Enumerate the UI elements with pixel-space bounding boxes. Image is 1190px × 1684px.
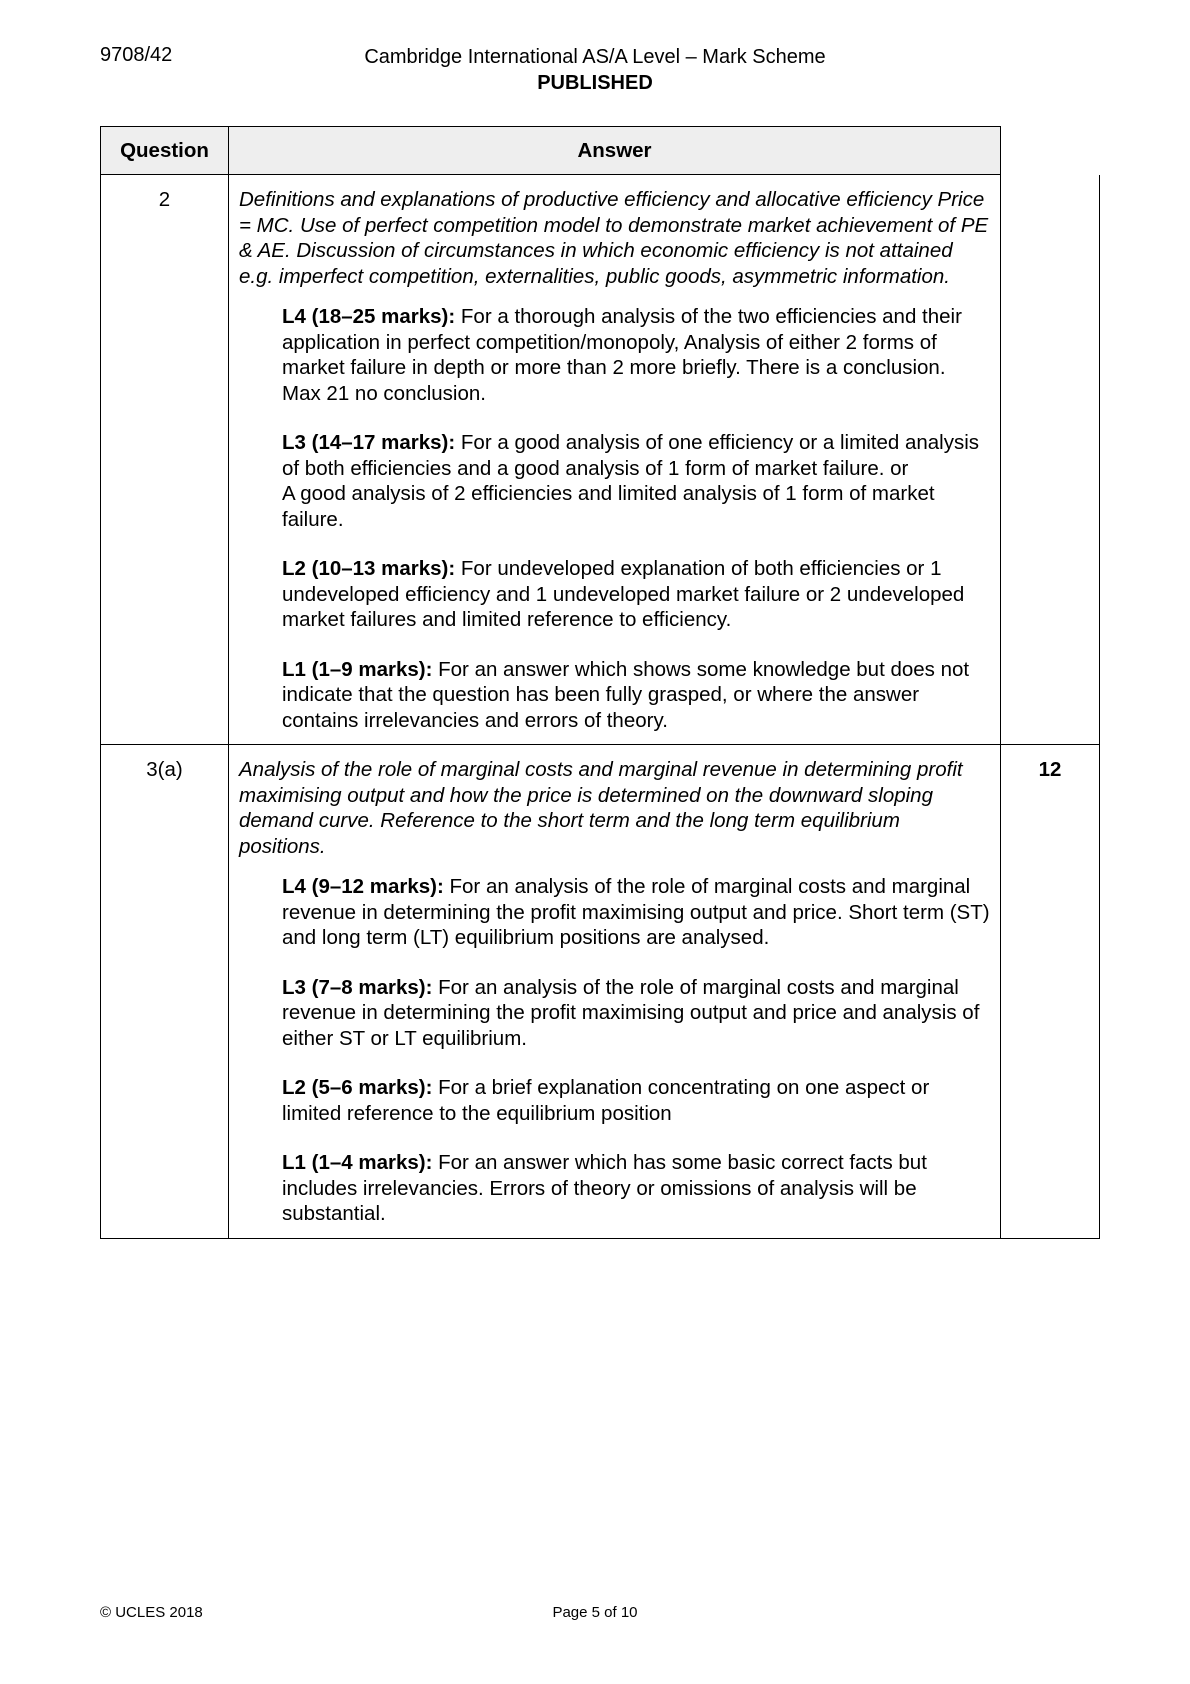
document-code: 9708/42 xyxy=(100,44,173,66)
level-descriptor xyxy=(282,657,990,734)
table-row xyxy=(101,175,1100,745)
level-text: For a good analysis of one efficiency or a limited analysis of both efficiencies and a good analysis of 1 form of market failure. or xyxy=(282,431,979,480)
question-number: 2 xyxy=(101,175,229,745)
level-descriptor xyxy=(282,1150,990,1227)
answer-guidance: Definitions and explanations of productive efficiency and allocative efficiency Price = MC. Use of perfect competition model to demonstrate market achievement of PE & AE. Discussion of circumstances in which economic efficiency is not attained e.g. imperfect competition, externalities, public goods, asymmetric information. xyxy=(239,188,989,288)
document-title-block xyxy=(0,44,1190,96)
level-text: For a thorough analysis of the two efficiencies and their application in perfect competition/monopoly, Analysis of either 2 forms of market failure in depth or more than 2 more briefly. There is a conclusion. xyxy=(282,305,962,379)
answer-cell xyxy=(229,745,1001,1239)
level-note: Max 21 no conclusion. xyxy=(282,381,486,405)
level-text: For an analysis of the role of marginal costs and marginal revenue in determining the profit maximising output and price. Short term (ST) and long term (LT) equilibrium positions are analysed. xyxy=(282,875,990,949)
level-heading: L3 (14–17 marks): xyxy=(282,431,456,454)
level-text: For an answer which has some basic correct facts but includes irrelevancies. Errors of theory or omissions of analysis will be substantial. xyxy=(282,1151,927,1225)
table-header-row xyxy=(101,127,1100,175)
level-descriptor xyxy=(282,874,990,951)
level-note: A good analysis of 2 efficiencies and limited analysis of 1 form of market failure. xyxy=(282,482,935,531)
level-descriptor xyxy=(282,430,990,532)
level-descriptor xyxy=(282,1075,990,1126)
marks-cell: 12 xyxy=(1001,745,1100,1239)
marks-cell xyxy=(1001,175,1100,745)
level-heading: L4 (9–12 marks): xyxy=(282,875,444,898)
footer-copyright: © UCLES 2018 xyxy=(100,1604,203,1621)
mark-scheme-table xyxy=(100,126,1100,1239)
document-title: Cambridge International AS/A Level – Mark Scheme xyxy=(364,46,826,68)
level-descriptor xyxy=(282,975,990,1052)
level-descriptor xyxy=(282,556,990,633)
level-text: For an answer which shows some knowledge but does not indicate that the question has been fully grasped, or where the answer contains irrelevancies and errors of theory. xyxy=(282,657,970,732)
document-subtitle: PUBLISHED xyxy=(537,72,653,94)
table-row xyxy=(101,745,1100,1239)
level-heading: L1 (1–9 marks): xyxy=(282,657,433,681)
answer-cell xyxy=(229,175,1001,745)
level-text: For undeveloped explanation of both efficiencies or 1 undeveloped efficiency and 1 undeveloped market failure or 2 undeveloped market failures and limited reference to efficiency. xyxy=(282,557,965,631)
level-descriptor xyxy=(282,304,990,406)
column-header-answer: Answer xyxy=(229,127,1001,175)
question-number: 3(a) xyxy=(101,745,229,1239)
level-heading: L1 (1–4 marks): xyxy=(282,1151,433,1174)
level-heading: L2 (5–6 marks): xyxy=(282,1076,433,1099)
level-heading: L4 (18–25 marks): xyxy=(282,305,456,328)
column-header-marks xyxy=(1001,127,1100,175)
footer-page-number: Page 5 of 10 xyxy=(552,1604,638,1621)
level-heading: L2 (10–13 marks): xyxy=(282,557,456,580)
level-text: For a brief explanation concentrating on one aspect or limited reference to the equilibrium position xyxy=(282,1076,930,1125)
column-header-question: Question xyxy=(101,127,229,175)
answer-guidance: Analysis of the role of marginal costs and marginal revenue in determining profit maximising output and how the price is determined on the downward sloping demand curve. Reference to the short term and the long term equilibrium positions. xyxy=(239,758,963,858)
level-text: For an analysis of the role of marginal costs and marginal revenue in determining the profit maximising output and price and analysis of either ST or LT equilibrium. xyxy=(282,975,980,1050)
level-heading: L3 (7–8 marks): xyxy=(282,975,433,999)
